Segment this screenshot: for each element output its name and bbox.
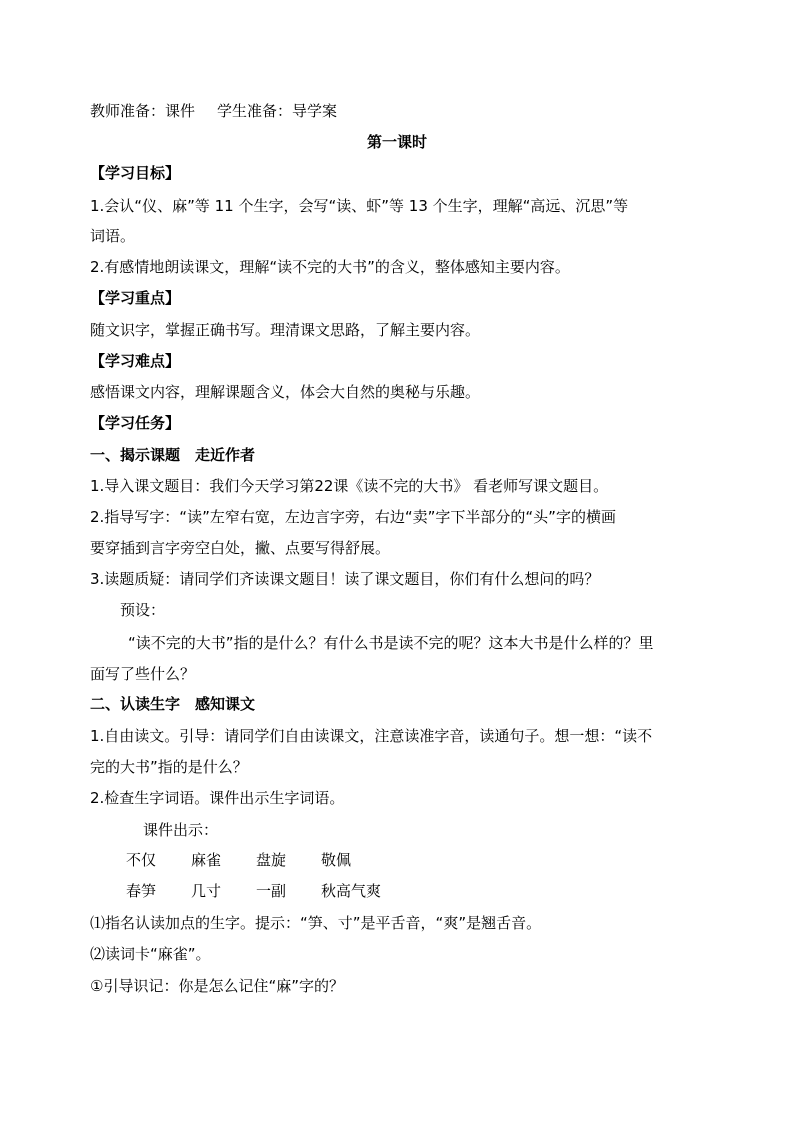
part1-title: 一、揭示课题 走近作者 [90,446,256,464]
focus-text: 随文识字，掌握正确书写。理清课文思路，了解主要内容。 [90,321,481,339]
part1-step1: 1.导入课文题目：我们今天学习第22课《读不完的大书》 看老师写课文题目。 [90,477,609,495]
part1-step2: 2.指导写字：“读”左窄右宽，左边言字旁，右边“卖”字下半部分的“头”字的横画 [90,508,616,526]
word-item: 敬佩 [321,851,352,869]
part2-title: 二、认读生字 感知课文 [90,695,256,713]
teacher-prep: 教师准备：课件 [90,102,196,120]
word-item: 秋高气爽 [321,882,382,900]
goal-item-1-cont: 词语。 [90,227,136,245]
preset-text-cont: 面写了些什么？ [90,665,196,683]
goal-item-2: 2.有感情地朗读课文，理解“读不完的大书”的含义，整体感知主要内容。 [90,258,570,276]
word-item: 春笋 [126,882,157,900]
word-item: 不仅 [126,851,157,869]
part2-step1-cont: 完的大书”指的是什么？ [90,758,248,776]
difficulty-text: 感悟课文内容，理解课题含义，体会大自然的奥秘与乐趣。 [90,383,481,401]
student-prep: 学生准备：导学案 [217,102,338,120]
preparation-line [90,101,337,121]
part2-sub1: ⑴指名认读加点的生字。提示：“笋、寸”是平舌音，“爽”是翘舌音。 [90,914,542,932]
part1-step3: 3.读题质疑：请同学们齐读课文题目！读了课文题目，你们有什么想问的吗？ [90,570,600,588]
focus-heading: 【学习重点】 [90,289,181,307]
part2-sub2-1: ①引导识记：你是怎么记住“麻”字的？ [90,977,344,995]
word-item: 几寸 [191,882,222,900]
word-item: 一副 [256,882,287,900]
word-row-2 [126,881,386,901]
preset-label: 预设： [120,601,166,619]
word-item: 麻雀 [191,851,222,869]
goal-item-1: 1.会认“仪、麻”等 11 个生字，会写“读、虾”等 13 个生字，理解“高远、沉思”等 [90,197,629,215]
part2-sub2: ⑵读词卡“麻雀”。 [90,945,211,963]
courseware-label: 课件出示： [143,821,219,839]
goals-heading: 【学习目标】 [90,164,181,182]
tasks-heading: 【学习任务】 [90,414,181,432]
part1-step2-cont: 要穿插到言字旁空白处，撇、点要写得舒展。 [90,539,391,557]
word-item: 盘旋 [256,851,287,869]
lesson-title: 第一课时 [366,133,427,151]
word-row-1 [126,850,386,870]
difficulty-heading: 【学习难点】 [90,352,181,370]
preset-text: “读不完的大书”指的是什么？有什么书是读不完的呢？这本大书是什么样的？里 [128,634,654,652]
part2-step2: 2.检查生字词语。课件出示生字词语。 [90,789,345,807]
part2-step1: 1.自由读文。引导：请同学们自由读课文，注意读准字音，读通句子。想一想：“读不 [90,727,653,745]
